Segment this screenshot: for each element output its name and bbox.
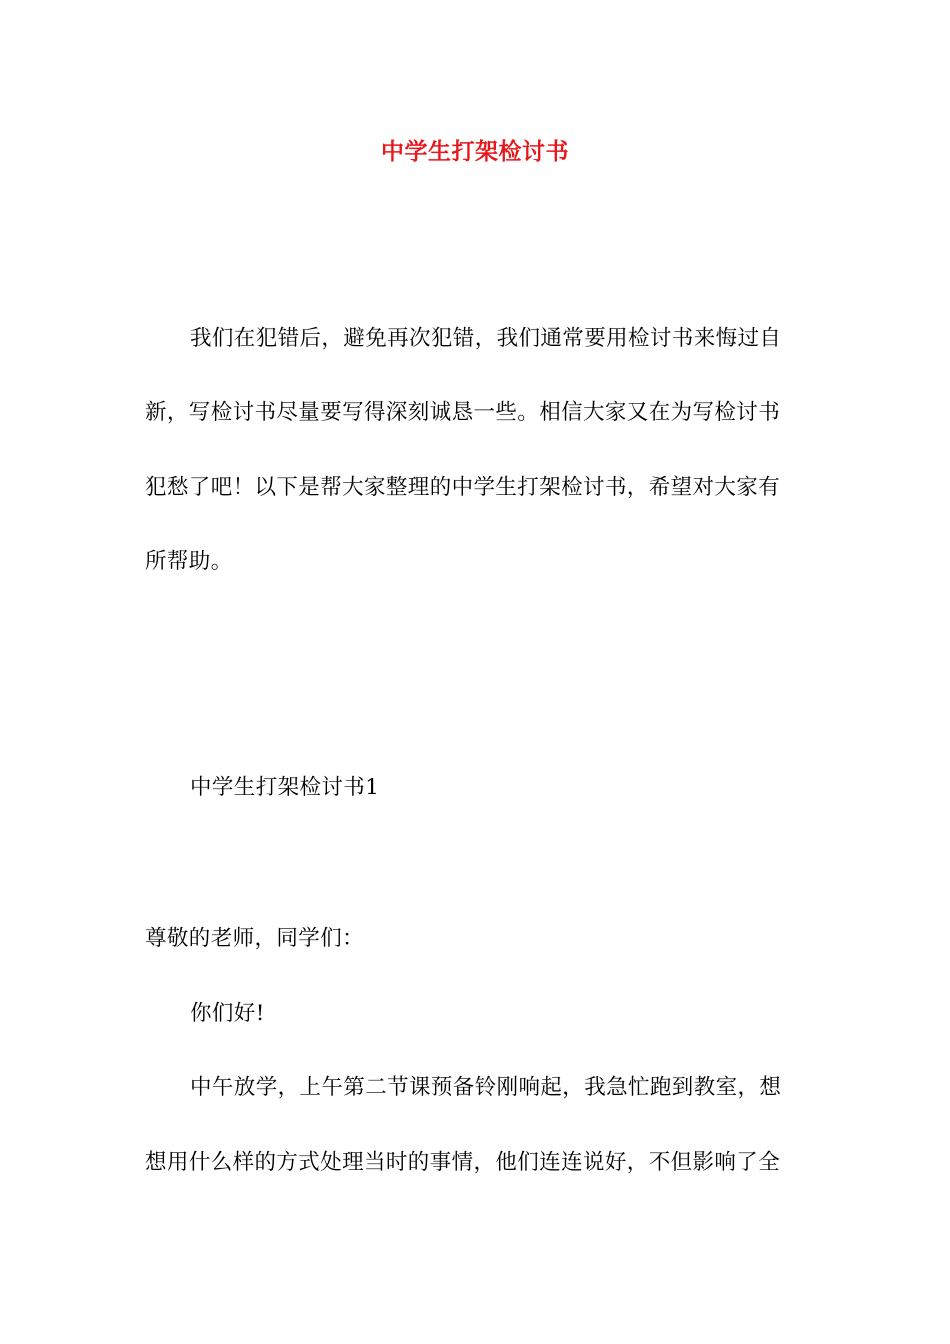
- intro-line-1: 我们在犯错后，避免再次犯错，我们通常要用检讨书来悔过自: [190, 326, 782, 351]
- body-line-1: 中午放学，上午第二节课预备铃刚响起，我急忙跑到教室，想: [190, 1075, 782, 1100]
- section-heading: 中学生打架检讨书1: [190, 775, 380, 800]
- greeting: 你们好!: [190, 1001, 265, 1026]
- salutation: 尊敬的老师，同学们：: [145, 926, 365, 951]
- intro-line-4: 所帮助。: [145, 549, 233, 574]
- body-line-2: 想用什么样的方式处理当时的事情，他们连连说好，不但影响了全: [145, 1150, 781, 1175]
- intro-line-3: 犯愁了吧！以下是帮大家整理的中学生打架检讨书，希望对大家有: [145, 475, 781, 500]
- intro-line-2: 新，写检讨书尽量要写得深刻诚恳一些。相信大家又在为写检讨书: [145, 400, 781, 425]
- document-title: 中学生打架检讨书: [381, 138, 569, 165]
